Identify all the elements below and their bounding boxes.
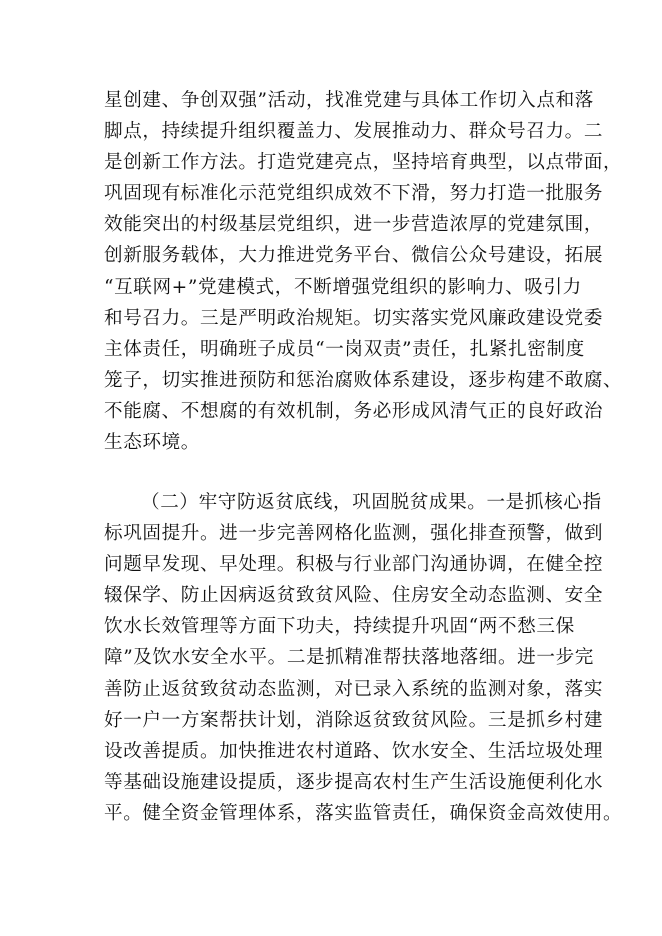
text-line: 问题早发现、早处理。积极与行业部门沟通协调，在健全控 — [104, 554, 604, 576]
section-heading-line: （二）牢守防返贫底线，巩固脱贫成果。一是抓核心指 — [141, 492, 602, 513]
text-line: 脚点，持续提升组织覆盖力、发展推动力、群众号召力。二 — [104, 121, 604, 143]
text-line: 饮水长效管理等方面下功夫，持续提升巩固“两不愁三保 — [104, 616, 575, 638]
text-line: 标巩固提升。进一步完善网格化监测，强化排查预警，做到 — [104, 523, 604, 545]
section-two-paragraph — [104, 487, 623, 829]
text-line: 好一户一方案帮扶计划，消除返贫致贫风险。三是抓乡村建 — [104, 709, 604, 731]
text-line: 辍保学、防止因病返贫致贫风险、住房安全动态监测、安全 — [104, 585, 604, 607]
text-line: 创新服务载体，大力推进党务平台、微信公众号建设，拓展 — [104, 245, 604, 267]
text-line: 设改善提质。加快推进农村道路、饮水安全、生活垃圾处理 — [104, 740, 604, 762]
text-line: 平。健全资金管理体系，落实监管责任，确保资金高效使用。 — [104, 802, 623, 824]
text-line: 障”及饮水安全水平。二是抓精准帮扶落地落细。进一步完 — [104, 647, 594, 669]
text-line: 巩固现有标准化示范党组织成效不下滑，努力打造一批服务 — [104, 183, 604, 205]
text-line: 是创新工作方法。打造党建亮点，坚持培育典型，以点带面， — [104, 152, 623, 174]
text-line: 星创建、争创双强”活动，找准党建与具体工作切入点和落 — [104, 90, 594, 111]
text-line: 等基础设施建设提质，逐步提高农村生产生活设施便利化水 — [104, 771, 604, 793]
text-line: 主体责任，明确班子成员“一岗双责”责任，扎紧扎密制度 — [104, 338, 585, 360]
text-line: 和号召力。三是严明政治规矩。切实落实党风廉政建设党委 — [104, 307, 604, 329]
text-line: 生态环境。 — [104, 432, 200, 454]
text-line: “互联网+”党建模式，不断增强党组织的影响力、吸引力 — [104, 276, 582, 298]
continued-paragraph — [104, 85, 623, 458]
text-line: 效能突出的村级基层党组织，进一步营造浓厚的党建氛围， — [104, 214, 604, 236]
text-line: 善防止返贫致贫动态监测，对已录入系统的监测对象，落实 — [104, 678, 604, 700]
text-line: 笼子，切实推进预防和惩治腐败体系建设，逐步构建不敢腐、 — [104, 369, 623, 391]
text-line: 不能腐、不想腐的有效机制，务必形成风清气正的良好政治 — [104, 400, 604, 422]
